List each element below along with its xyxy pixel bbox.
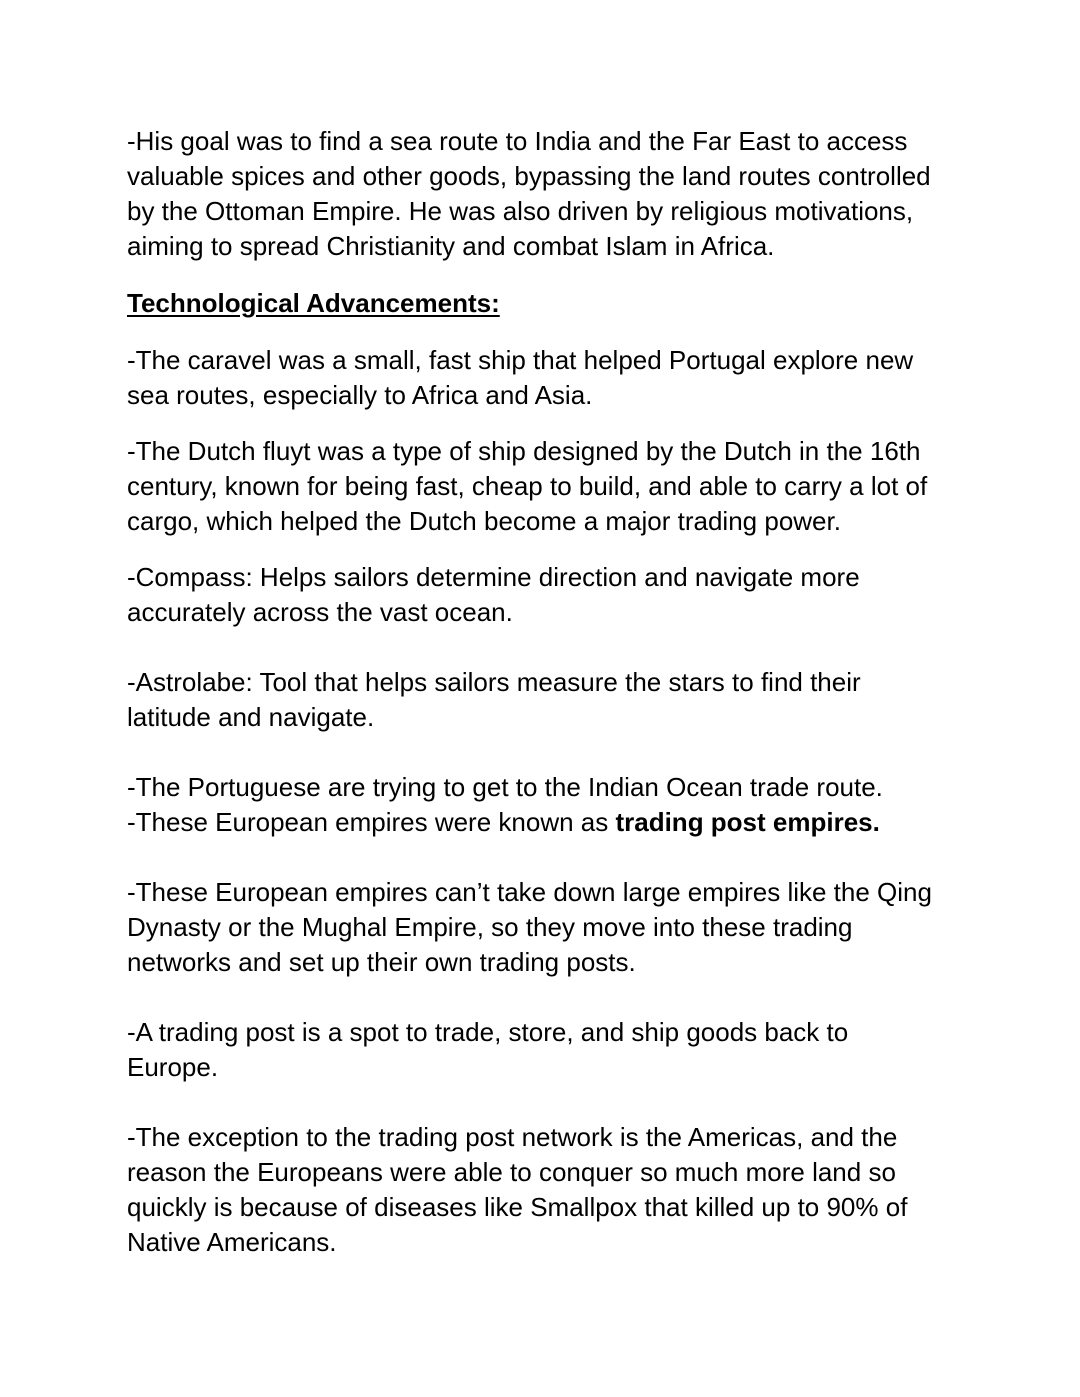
- text-line: networks and set up their own trading posts.: [127, 947, 636, 977]
- paragraph-goal: [127, 124, 967, 264]
- bold-term: trading post empires.: [615, 807, 880, 837]
- text-line: -A trading post is a spot to trade, store, and ship goods back to: [127, 1017, 849, 1047]
- document-page: [127, 124, 967, 1260]
- text-line: accurately across the vast ocean.: [127, 597, 513, 627]
- paragraph-empires: [127, 875, 967, 980]
- text-line: by the Ottoman Empire. He was also driven by religious motivations,: [127, 196, 914, 226]
- text-line: -The caravel was a small, fast ship that helped Portugal explore new: [127, 345, 914, 375]
- text-line: sea routes, especially to Africa and Asia.: [127, 380, 593, 410]
- paragraph-trading-post: [127, 1015, 967, 1085]
- paragraph-portuguese: [127, 770, 967, 840]
- text-line: quickly is because of diseases like Smallpox that killed up to 90% of: [127, 1192, 908, 1222]
- text-line: -Compass: Helps sailors determine direction and navigate more: [127, 562, 860, 592]
- text-segment: -These European empires were known as: [127, 807, 616, 837]
- text-line: Europe.: [127, 1052, 219, 1082]
- text-line: century, known for being fast, cheap to build, and able to carry a lot of: [127, 471, 928, 501]
- text-line: Native Americans.: [127, 1227, 337, 1257]
- text-line: aiming to spread Christianity and combat Islam in Africa.: [127, 231, 775, 261]
- paragraph-compass: [127, 560, 967, 630]
- paragraph-caravel: [127, 343, 967, 413]
- text-line: reason the Europeans were able to conquer so much more land so: [127, 1157, 896, 1187]
- text-line: -The Dutch fluyt was a type of ship designed by the Dutch in the 16th: [127, 436, 921, 466]
- text-line: cargo, which helped the Dutch become a major trading power.: [127, 506, 841, 536]
- text-line: latitude and navigate.: [127, 702, 375, 732]
- section-heading: Technological Advancements:: [127, 288, 500, 318]
- text-line: Dynasty or the Mughal Empire, so they move into these trading: [127, 912, 853, 942]
- text-line: valuable spices and other goods, bypassing the land routes controlled: [127, 161, 931, 191]
- text-line: -The Portuguese are trying to get to the Indian Ocean trade route.: [127, 772, 883, 802]
- text-line: -His goal was to find a sea route to India and the Far East to access: [127, 126, 908, 156]
- paragraph-astrolabe: [127, 665, 967, 735]
- text-line: -Astrolabe: Tool that helps sailors measure the stars to find their: [127, 667, 861, 697]
- text-line: -The exception to the trading post network is the Americas, and the: [127, 1122, 898, 1152]
- text-line: [127, 805, 967, 840]
- paragraph-americas: [127, 1120, 967, 1260]
- paragraph-fluyt: [127, 434, 967, 539]
- text-line: -These European empires can’t take down large empires like the Qing: [127, 877, 932, 907]
